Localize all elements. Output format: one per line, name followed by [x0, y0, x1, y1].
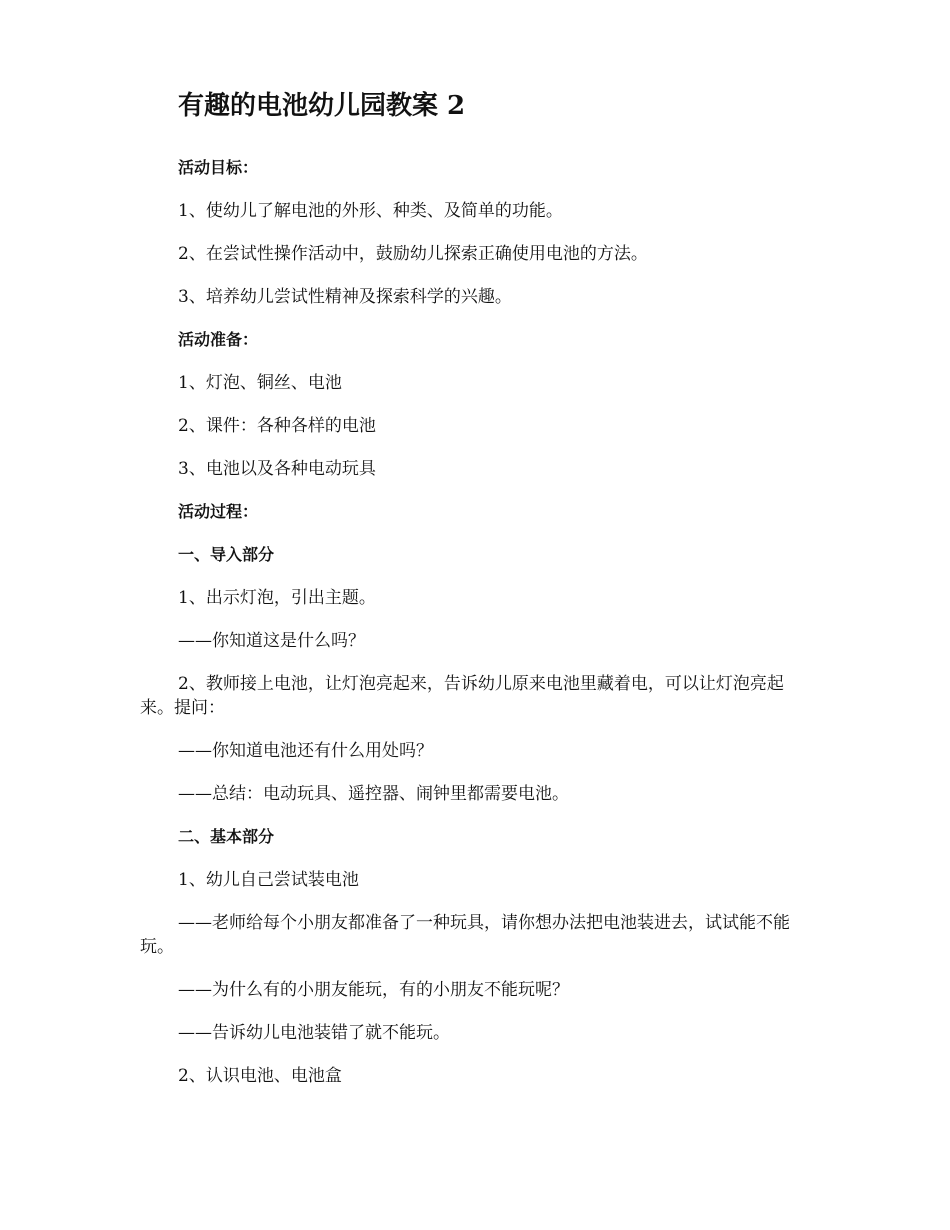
paragraph: 1、灯泡、铜丝、电池 [178, 373, 342, 393]
paragraph: ——总结：电动玩具、遥控器、闹钟里都需要电池。 [178, 784, 569, 804]
paragraph: 1、幼儿自己尝试装电池 [178, 870, 359, 890]
paragraph: 2、教师接上电池，让灯泡亮起来，告诉幼儿原来电池里藏着电，可以让灯泡亮起来。提问： [140, 674, 784, 718]
paragraph: 2、课件：各种各样的电池 [178, 416, 376, 436]
paragraph: 1、使幼儿了解电池的外形、种类、及简单的功能。 [178, 201, 563, 221]
document-title: 有趣的电池幼儿园教案 2 [178, 91, 466, 121]
paragraph: 1、出示灯泡，引出主题。 [178, 588, 376, 608]
paragraph: ——为什么有的小朋友能玩，有的小朋友不能玩呢？ [178, 980, 569, 1000]
paragraph: 3、培养幼儿尝试性精神及探索科学的兴趣。 [178, 287, 512, 307]
document-body [140, 156, 812, 1107]
paragraph: ——你知道电池还有什么用处吗？ [178, 741, 433, 761]
section-heading: 活动目标： [178, 158, 259, 177]
paragraph: ——老师给每个小朋友都准备了一种玩具，请你想办法把电池装进去，试试能不能玩。 [140, 913, 790, 957]
section-heading: 活动过程： [178, 502, 259, 521]
paragraph: ——你知道这是什么吗？ [178, 631, 365, 651]
paragraph: 2、在尝试性操作活动中，鼓励幼儿探索正确使用电池的方法。 [178, 244, 648, 264]
section-heading: 二、基本部分 [178, 827, 275, 846]
paragraph: ——告诉幼儿电池装错了就不能玩。 [178, 1023, 450, 1043]
paragraph: 2、认识电池、电池盒 [178, 1066, 342, 1086]
section-heading: 活动准备： [178, 330, 259, 349]
paragraph: 3、电池以及各种电动玩具 [178, 459, 376, 479]
section-heading: 一、导入部分 [178, 545, 275, 564]
